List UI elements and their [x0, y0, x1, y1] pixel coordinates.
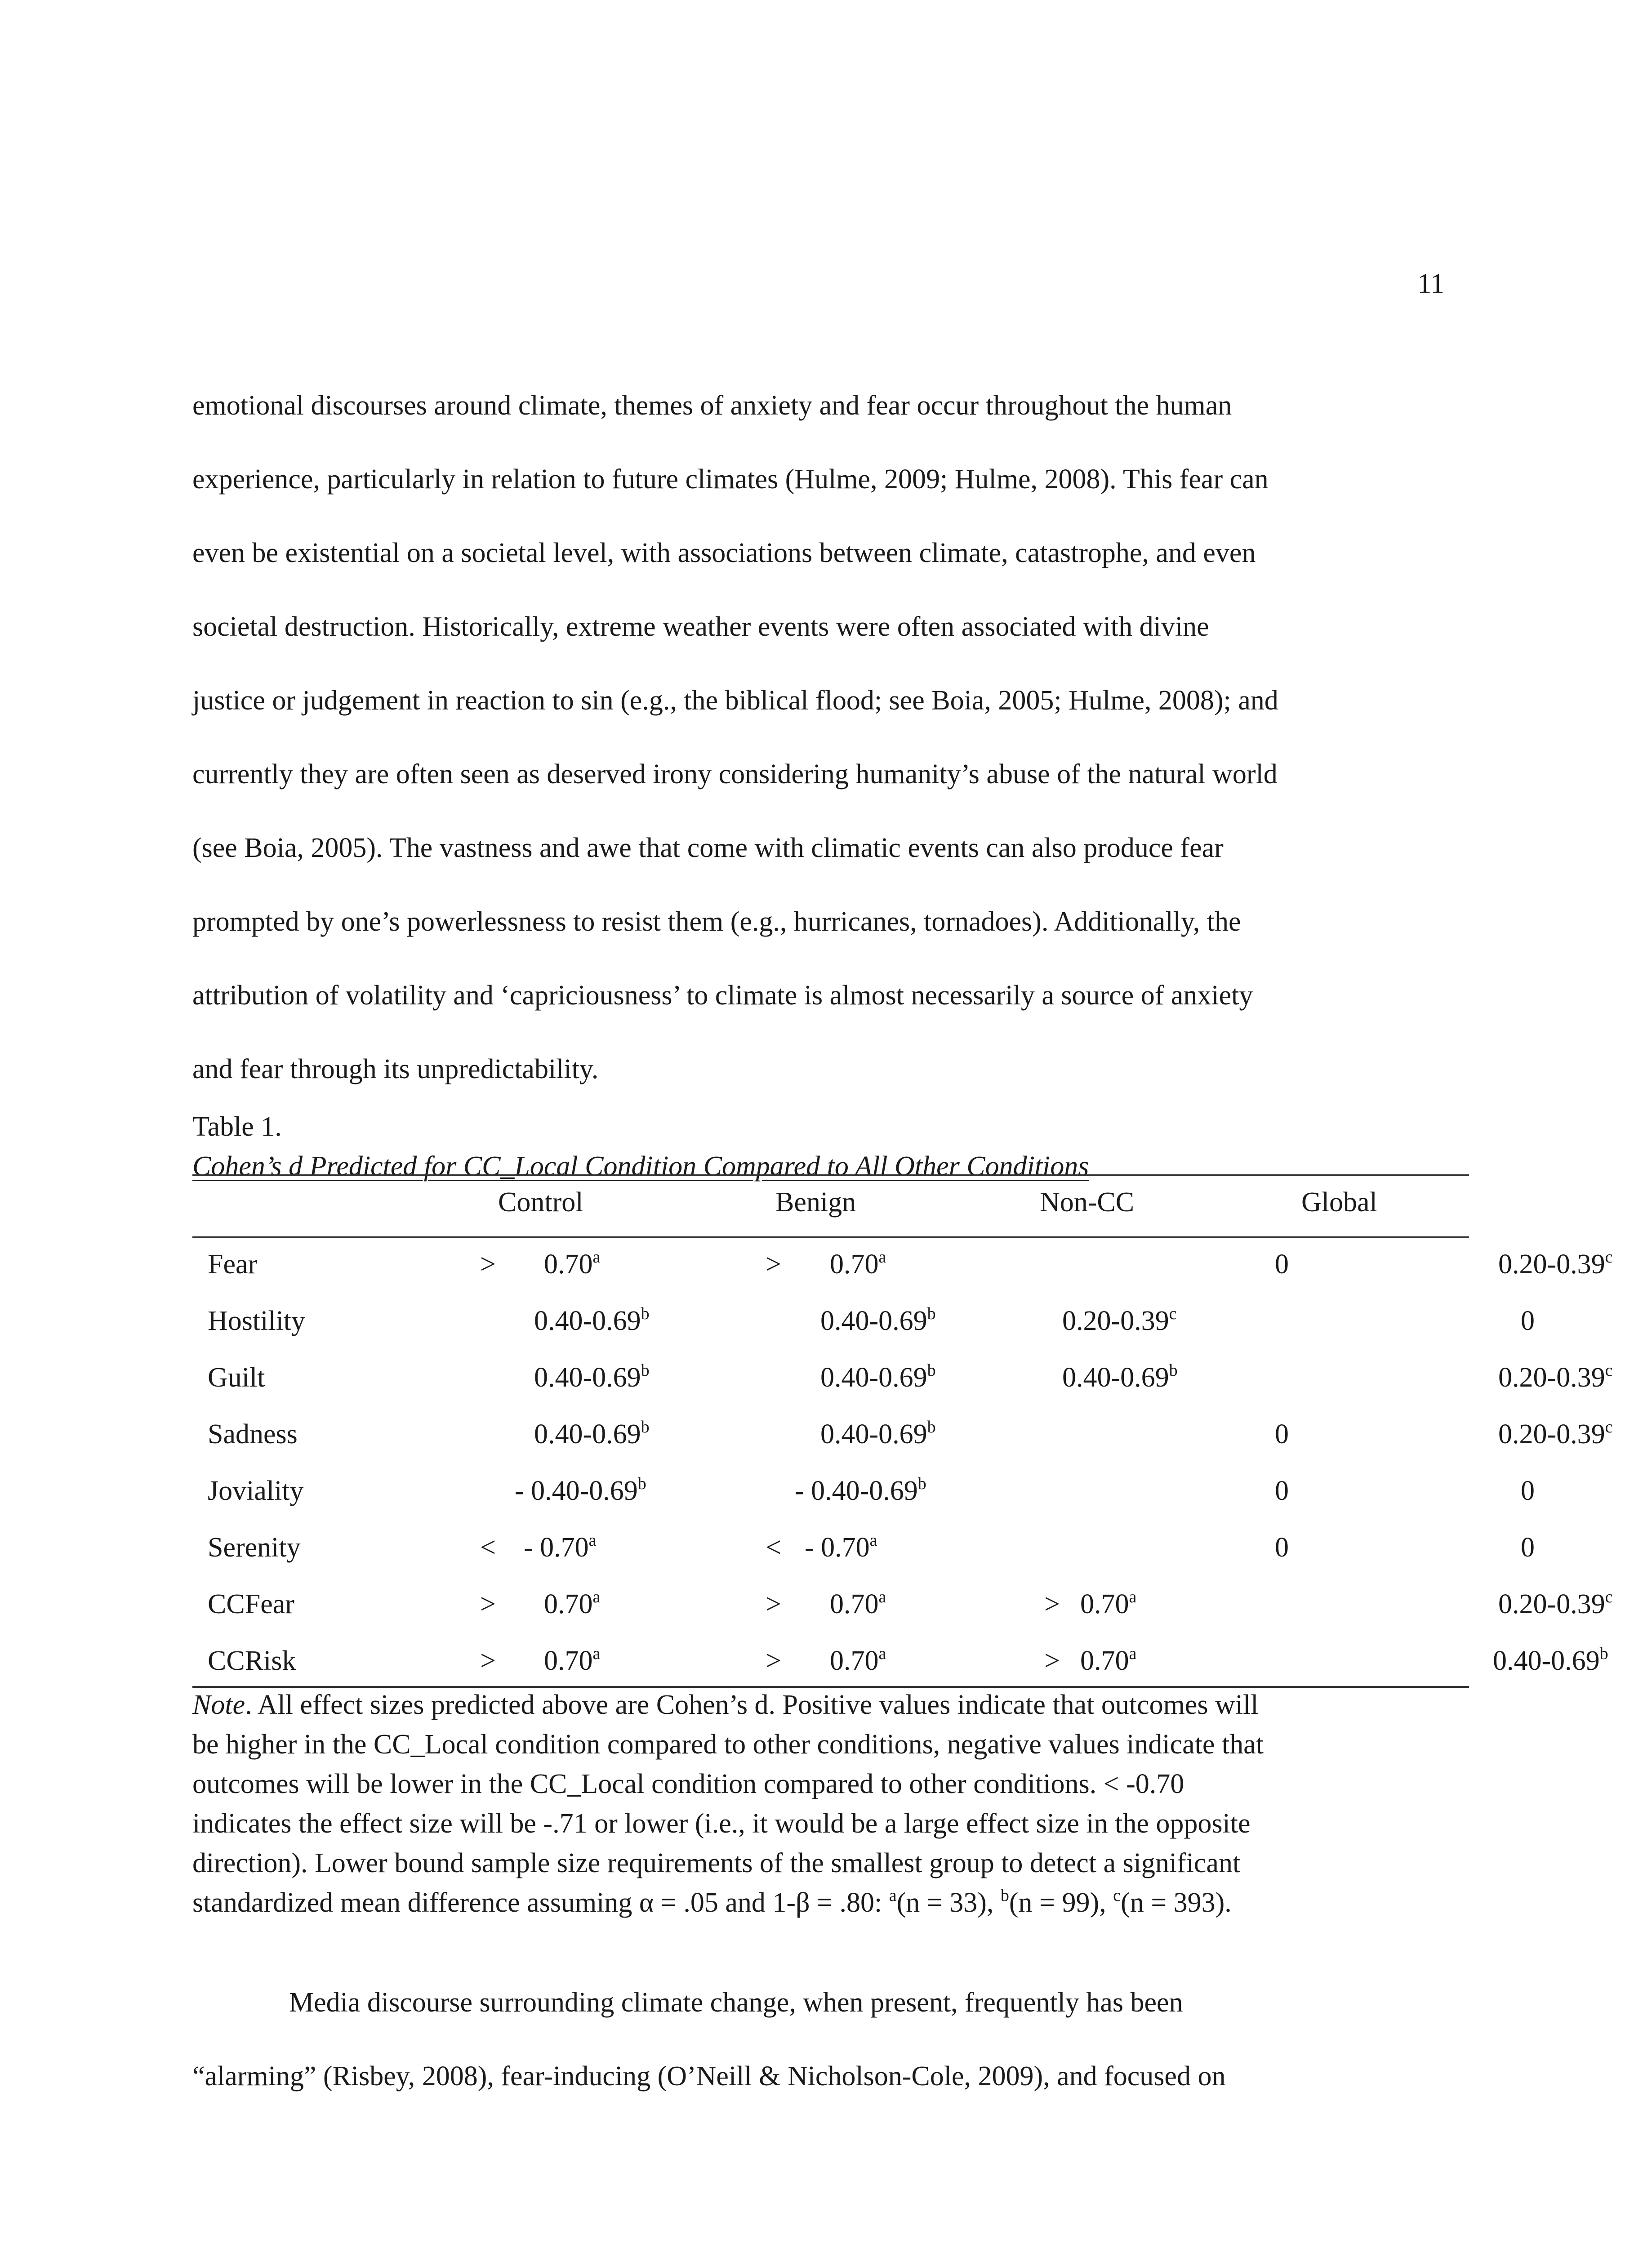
text-line: even be existential on a societal level, with associations between climate, catastrophe, and even [192, 538, 1256, 568]
comparison-sign: > [480, 1249, 496, 1280]
row-label: Hostility [208, 1306, 306, 1336]
effect-size-cell: 0.70$^a$ [830, 1248, 886, 1280]
row-label: CCFear [208, 1589, 294, 1619]
table-title: Cohen’s d Predicted for CC_Local Condition Compared to All Other Conditions [192, 1151, 1089, 1182]
column-header-control: Control [498, 1187, 583, 1218]
note-text: (n = 99), [1009, 1887, 1113, 1918]
note-text: be higher in the CC_Local condition compared to other conditions, negative values indicate that [192, 1729, 1264, 1760]
footnote-marker: a [878, 1248, 886, 1267]
effect-size-cell: 0 [1521, 1476, 1535, 1506]
footnote-marker: a [592, 1248, 601, 1267]
effect-size-cell: 0 [1275, 1532, 1289, 1563]
text-line: justice or judgement in reaction to sin (e.g., the biblical flood; see Boia, 2005; Hulme, 2008); and [192, 685, 1278, 716]
row-label: Serenity [208, 1532, 301, 1563]
effect-size-cell: 0.40-0.69$^b$ [820, 1418, 936, 1450]
footnote-marker: a [592, 1588, 601, 1606]
text-line: currently they are often seen as deserved irony considering humanity’s abuse of the natural world [192, 759, 1278, 789]
table-label: Table 1. [192, 1111, 282, 1142]
row-label: Fear [208, 1249, 258, 1280]
footnote-marker: a [588, 1531, 597, 1550]
effect-size-cell: - 0.70$^a$ [805, 1531, 877, 1563]
note-text: (n = 33), [896, 1887, 1001, 1918]
footnote-marker: b [917, 1474, 926, 1493]
comparison-sign: < [766, 1532, 781, 1563]
text-line: prompted by one’s powerlessness to resist them (e.g., hurricanes, tornadoes). Additionally, the [192, 906, 1241, 937]
note-text: indicates the effect size will be -.71 or lower (i.e., it would be a large effect size in the opposite [192, 1808, 1251, 1839]
column-header-non-cc: Non-CC [1040, 1187, 1135, 1218]
effect-size-cell: 0.20-0.39$^c$ [1498, 1361, 1613, 1393]
footnote-marker: c [1605, 1418, 1613, 1436]
footnote-marker: a [878, 1644, 886, 1663]
row-label: Sadness [208, 1419, 298, 1450]
column-header-benign: Benign [775, 1187, 856, 1218]
effect-size-cell: 0.40-0.69$^b$ [534, 1361, 650, 1393]
comparison-sign: > [480, 1589, 496, 1619]
comparison-sign: > [766, 1249, 781, 1280]
text-line: attribution of volatility and ‘capriciousness’ to climate is almost necessarily a source of anxiety [192, 980, 1253, 1011]
effect-size-cell: 0 [1275, 1476, 1289, 1506]
text-line: Media discourse surrounding climate change, when present, frequently has been [289, 1987, 1183, 2018]
footnote-marker: b [927, 1304, 936, 1323]
effect-size-cell: 0.70$^a$ [1080, 1644, 1137, 1676]
effect-size-cell: 0.20-0.39$^c$ [1498, 1418, 1613, 1450]
footnote-marker: a [592, 1644, 601, 1663]
column-header-global: Global [1301, 1187, 1377, 1218]
footnote-marker: a [869, 1531, 877, 1550]
effect-size-cell: 0.70$^a$ [544, 1588, 601, 1619]
effect-size-cell: 0.40-0.69$^b$ [1493, 1644, 1608, 1676]
effect-size-cell: 0.40-0.69$^b$ [1062, 1361, 1178, 1393]
effect-size-cell: 0.70$^a$ [544, 1644, 601, 1676]
note-text: All effect sizes predicted above are Cohen’s d. Positive values indicate that outcomes will [257, 1690, 1259, 1720]
effect-size-cell: 0.40-0.69$^b$ [820, 1304, 936, 1336]
footnote-marker: a [1129, 1644, 1137, 1663]
effect-size-cell: 0.70$^a$ [1080, 1588, 1137, 1619]
comparison-sign: > [480, 1646, 496, 1676]
note-text: direction). Lower bound sample size requirements of the smallest group to detect a significant [192, 1848, 1241, 1878]
effect-size-cell: - 0.40-0.69$^b$ [795, 1474, 926, 1506]
footnote-marker: a [1129, 1588, 1137, 1606]
footnote-marker: a [878, 1588, 886, 1606]
note-text: standardized mean difference assuming α = .05 and 1-β = .80: [192, 1887, 889, 1918]
effect-size-cell: 0.40-0.69$^b$ [534, 1304, 650, 1336]
footnote-marker: c [1169, 1304, 1177, 1323]
footnote-marker: b [1599, 1644, 1608, 1663]
effect-size-cell: - 0.40-0.69$^b$ [515, 1474, 646, 1506]
effect-size-cell: 0.20-0.39$^c$ [1498, 1588, 1613, 1619]
footnote-marker: b [641, 1304, 650, 1323]
footnote-marker: b [927, 1361, 936, 1380]
comparison-sign: > [766, 1646, 781, 1676]
footnote-marker: c [1605, 1361, 1613, 1380]
footnote-marker: b [641, 1418, 650, 1436]
text-line: emotional discourses around climate, themes of anxiety and fear occur throughout the human [192, 390, 1232, 421]
body-paragraph-2 [192, 1966, 1465, 2113]
text-line: societal destruction. Historically, extreme weather events were often associated with divine [192, 611, 1209, 642]
page-number: 11 [1417, 268, 1444, 299]
footnote-marker: c [1605, 1588, 1613, 1606]
table-top-rule [192, 1174, 1469, 1176]
comparison-sign: < [480, 1532, 496, 1563]
text-line: experience, particularly in relation to future climates (Hulme, 2009; Hulme, 2008). This fear can [192, 464, 1269, 495]
row-label: CCRisk [208, 1646, 296, 1676]
table-header-rule [192, 1236, 1469, 1238]
effect-size-cell: 0.70$^a$ [830, 1588, 886, 1619]
table-note: Note. All effect sizes predicted above are Cohen’s d. Positive values indicate that outcomes will be higher in the CC_Local condition compared to other conditions, negative values indicate that outcomes will be lower in the CC_Local condition compared to other conditions. < -0.70 indicates the effect size will be -.71 or lower (i.e., it would be a large effect size in the opposite direction). Lower bound sample size requirements of the smallest group to detect a significant standardized mean difference assuming α = .05 and 1-β = .80: $^a$(n = 33), $^b$(n = 99), $^c$(n = 393). [192, 1685, 1474, 1922]
effect-size-cell: 0.20-0.39$^c$ [1062, 1304, 1177, 1336]
comparison-sign: > [1044, 1646, 1060, 1676]
footnote-marker: b [927, 1418, 936, 1436]
effect-size-cell: 0.20-0.39$^c$ [1498, 1248, 1613, 1280]
note-label: Note [192, 1690, 245, 1720]
footnote-marker: b [637, 1474, 646, 1493]
footnote-marker: c [1605, 1248, 1613, 1267]
text-line: “alarming” (Risbey, 2008), fear-inducing (O’Neill & Nicholson-Cole, 2009), and focused on [192, 2061, 1226, 2092]
note-text: (n = 393). [1121, 1887, 1232, 1918]
effect-size-cell: 0.70$^a$ [830, 1644, 886, 1676]
effect-size-cell: 0 [1521, 1306, 1535, 1336]
effect-size-cell: 0.40-0.69$^b$ [820, 1361, 936, 1393]
effect-size-cell: 0.40-0.69$^b$ [534, 1418, 650, 1450]
effect-size-cell: 0 [1275, 1419, 1289, 1450]
footnote-marker: b [641, 1361, 650, 1380]
comparison-sign: > [1044, 1589, 1060, 1619]
comparison-sign: > [766, 1589, 781, 1619]
footnote-marker: b [1169, 1361, 1178, 1380]
effect-size-cell: 0 [1521, 1532, 1535, 1563]
body-paragraph-1 [192, 369, 1465, 1106]
effect-size-cell: 0 [1275, 1249, 1289, 1280]
row-label: Joviality [208, 1476, 304, 1506]
effect-size-cell: - 0.70$^a$ [524, 1531, 597, 1563]
effect-size-cell: 0.70$^a$ [544, 1248, 601, 1280]
note-text: outcomes will be lower in the CC_Local condition compared to other conditions. < -0.70 [192, 1769, 1184, 1799]
text-line: and fear through its unpredictability. [192, 1054, 599, 1084]
row-label: Guilt [208, 1362, 265, 1393]
text-line: (see Boia, 2005). The vastness and awe that come with climatic events can also produce fear [192, 833, 1224, 863]
